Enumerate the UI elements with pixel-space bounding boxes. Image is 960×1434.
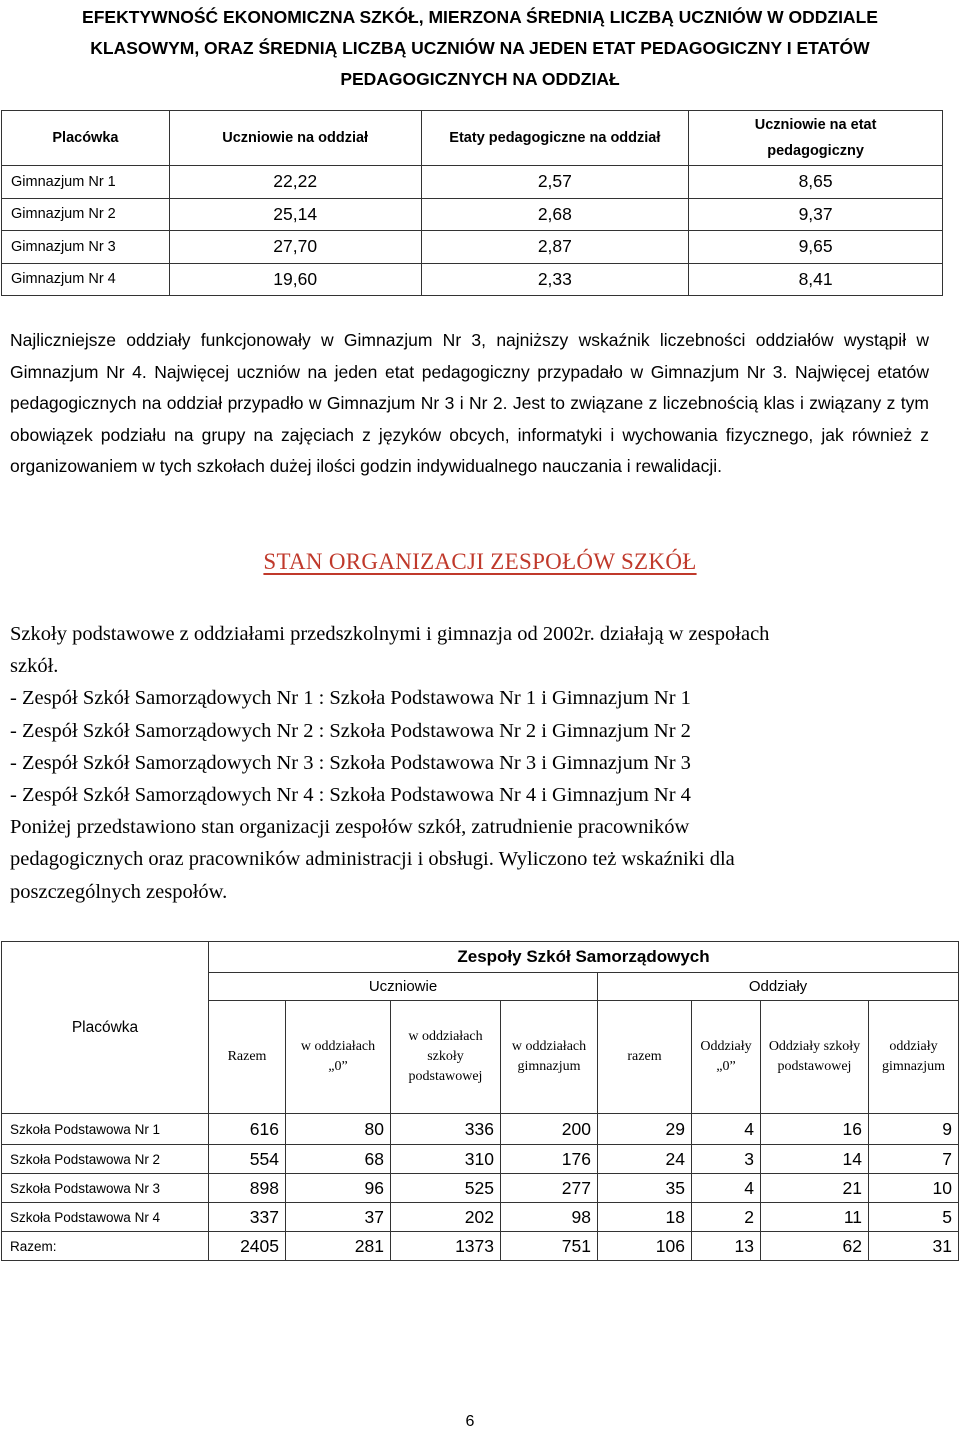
analysis-paragraph: Najliczniejsze oddziały funkcjonowały w Gimnazjum Nr 3, najniższy wskaźnik liczebności oddziałów wystąpił w Gimnazjum Nr 4. Najwięcej uczniów na jeden etat pedagogiczny przypadało w Gimnazjum Nr 3. Najwięcej etatów pedagogicznych na oddział przypadło w Gimnazjum Nr 3 i Nr 2. Jest to związane z liczebnością klas i związany z tym obowiązek podziału na grupy na zajęciach z języków obcych, informatyki i wychowania fizycznego, jak również z organizowaniem w tych szkołach dużej ilości godzin indywidualnego nauczania i rewalidacji.	[10, 330, 929, 476]
cell-value: 27,70	[169, 231, 421, 264]
table-row	[2, 166, 943, 199]
text-line: pedagogicznych oraz pracowników administracji i obsługi. Wyliczono też wskaźniki dla	[10, 848, 735, 871]
row-school-name: Szkoła Podstawowa Nr 4	[2, 1203, 209, 1232]
cell-value: 281	[286, 1232, 391, 1261]
cell-value: 2,68	[421, 198, 689, 231]
cell-value: 9,37	[689, 198, 943, 231]
cell-value: 2405	[209, 1232, 286, 1261]
cell-value: 31	[869, 1232, 959, 1261]
row-total-label: Razem:	[2, 1232, 209, 1261]
title-line: KLASOWYM, ORAZ ŚREDNIĄ LICZBĄ UCZNIÓW NA JEDEN ETAT PEDAGOGICZNY I ETATÓW	[90, 38, 870, 58]
cell-value: 554	[209, 1145, 286, 1174]
row-school-name: Szkoła Podstawowa Nr 3	[2, 1174, 209, 1203]
cell-value: 616	[209, 1114, 286, 1145]
efficiency-table	[1, 110, 943, 296]
cell-value: 22,22	[169, 166, 421, 199]
cell-value: 29	[598, 1114, 692, 1145]
table-row	[2, 1114, 959, 1145]
table-title: Zespoły Szkół Samorządowych	[209, 942, 959, 973]
list-item: - Zespół Szkół Samorządowych Nr 3 : Szkoła Podstawowa Nr 3 i Gimnazjum Nr 3	[10, 751, 691, 774]
row-school-name: Gimnazjum Nr 1	[2, 166, 170, 199]
cell-value: 2,33	[421, 263, 689, 296]
header-students-per-class: Uczniowie na oddział	[169, 111, 421, 166]
cell-value: 9,65	[689, 231, 943, 264]
cell-value: 176	[501, 1145, 598, 1174]
organization-text	[10, 618, 940, 908]
page-number: 6	[465, 1413, 475, 1430]
row-school-name: Szkoła Podstawowa Nr 2	[2, 1145, 209, 1174]
cell-value: 98	[501, 1203, 598, 1232]
list-item: - Zespół Szkół Samorządowych Nr 4 : Szkoła Podstawowa Nr 4 i Gimnazjum Nr 4	[10, 784, 691, 807]
subheader-cell: w oddziałach gimnazjum	[501, 1001, 598, 1114]
cell-value: 751	[501, 1232, 598, 1261]
row-school-name: Gimnazjum Nr 2	[2, 198, 170, 231]
cell-value: 4	[692, 1114, 761, 1145]
subheader-cell: Oddziały szkoły podstawowej	[761, 1001, 869, 1114]
cell-value: 37	[286, 1203, 391, 1232]
cell-value: 1373	[391, 1232, 501, 1261]
text-line: poszczególnych zespołów.	[10, 880, 228, 903]
cell-value: 80	[286, 1114, 391, 1145]
school-complex-table	[1, 941, 959, 1261]
cell-value: 35	[598, 1174, 692, 1203]
subheader-cell: razem	[598, 1001, 692, 1114]
table-row	[2, 1174, 959, 1203]
cell-value: 106	[598, 1232, 692, 1261]
subheader-cell: w oddziałach szkoły podstawowej	[391, 1001, 501, 1114]
cell-value: 16	[761, 1114, 869, 1145]
title-line: EFEKTYWNOŚĆ EKONOMICZNA SZKÓŁ, MIERZONA ŚREDNIĄ LICZBĄ UCZNIÓW W ODDZIALE	[82, 7, 878, 27]
cell-value: 336	[391, 1114, 501, 1145]
table-row	[2, 1145, 959, 1174]
cell-value: 68	[286, 1145, 391, 1174]
subheader-cell: w oddziałach „0”	[286, 1001, 391, 1114]
table-row	[2, 1203, 959, 1232]
group-classes: Oddziały	[598, 973, 959, 1001]
subheader-cell: Oddziały „0”	[692, 1001, 761, 1114]
cell-value: 8,65	[689, 166, 943, 199]
cell-value: 13	[692, 1232, 761, 1261]
cell-value: 9	[869, 1114, 959, 1145]
table-row	[2, 263, 943, 296]
cell-value: 525	[391, 1174, 501, 1203]
cell-value: 202	[391, 1203, 501, 1232]
list-item: - Zespół Szkół Samorządowych Nr 1 : Szkoła Podstawowa Nr 1 i Gimnazjum Nr 1	[10, 687, 691, 710]
cell-value: 10	[869, 1174, 959, 1203]
cell-value: 337	[209, 1203, 286, 1232]
cell-value: 25,14	[169, 198, 421, 231]
cell-value: 277	[501, 1174, 598, 1203]
row-school-name: Gimnazjum Nr 4	[2, 263, 170, 296]
cell-value: 310	[391, 1145, 501, 1174]
text-line: Szkoły podstawowe z oddziałami przedszkolnymi i gimnazja od 2002r. działają w zespołach	[10, 623, 770, 645]
cell-value: 8,41	[689, 263, 943, 296]
row-school-name: Szkoła Podstawowa Nr 1	[2, 1114, 209, 1145]
group-students: Uczniowie	[209, 973, 598, 1001]
cell-value: 11	[761, 1203, 869, 1232]
header-staff-per-class: Etaty pedagogiczne na oddział	[421, 111, 689, 166]
cell-value: 14	[761, 1145, 869, 1174]
table-title-row	[2, 942, 959, 973]
cell-value: 19,60	[169, 263, 421, 296]
subheader-cell: oddziały gimnazjum	[869, 1001, 959, 1114]
table-total-row	[2, 1232, 959, 1261]
cell-value: 24	[598, 1145, 692, 1174]
list-item: - Zespół Szkół Samorządowych Nr 2 : Szkoła Podstawowa Nr 2 i Gimnazjum Nr 2	[10, 719, 691, 742]
cell-value: 96	[286, 1174, 391, 1203]
document-title	[40, 2, 920, 95]
row-school-name: Gimnazjum Nr 3	[2, 231, 170, 264]
text-line: szkół.	[10, 655, 59, 678]
title-line: PEDAGOGICZNYCH NA ODDZIAŁ	[340, 69, 620, 89]
cell-value: 2	[692, 1203, 761, 1232]
cell-value: 62	[761, 1232, 869, 1261]
header-placowka: Placówka	[2, 111, 170, 166]
cell-value: 200	[501, 1114, 598, 1145]
subheader-cell: Razem	[209, 1001, 286, 1114]
cell-value: 5	[869, 1203, 959, 1232]
cell-value: 3	[692, 1145, 761, 1174]
text-line: Poniżej przedstawiono stan organizacji zespołów szkół, zatrudnienie pracowników	[10, 816, 690, 839]
table-row	[2, 231, 943, 264]
cell-value: 2,87	[421, 231, 689, 264]
cell-value: 18	[598, 1203, 692, 1232]
table-row	[2, 198, 943, 231]
table-header-row	[2, 111, 943, 166]
section-heading: STAN ORGANIZACJI ZESPOŁÓW SZKÓŁ	[263, 549, 697, 574]
cell-value: 7	[869, 1145, 959, 1174]
cell-value: 21	[761, 1174, 869, 1203]
cell-value: 4	[692, 1174, 761, 1203]
cell-value: 2,57	[421, 166, 689, 199]
header-placowka: Placówka	[2, 942, 209, 1114]
cell-value: 898	[209, 1174, 286, 1203]
header-students-per-staff: Uczniowie na etat pedagogiczny	[689, 111, 943, 166]
